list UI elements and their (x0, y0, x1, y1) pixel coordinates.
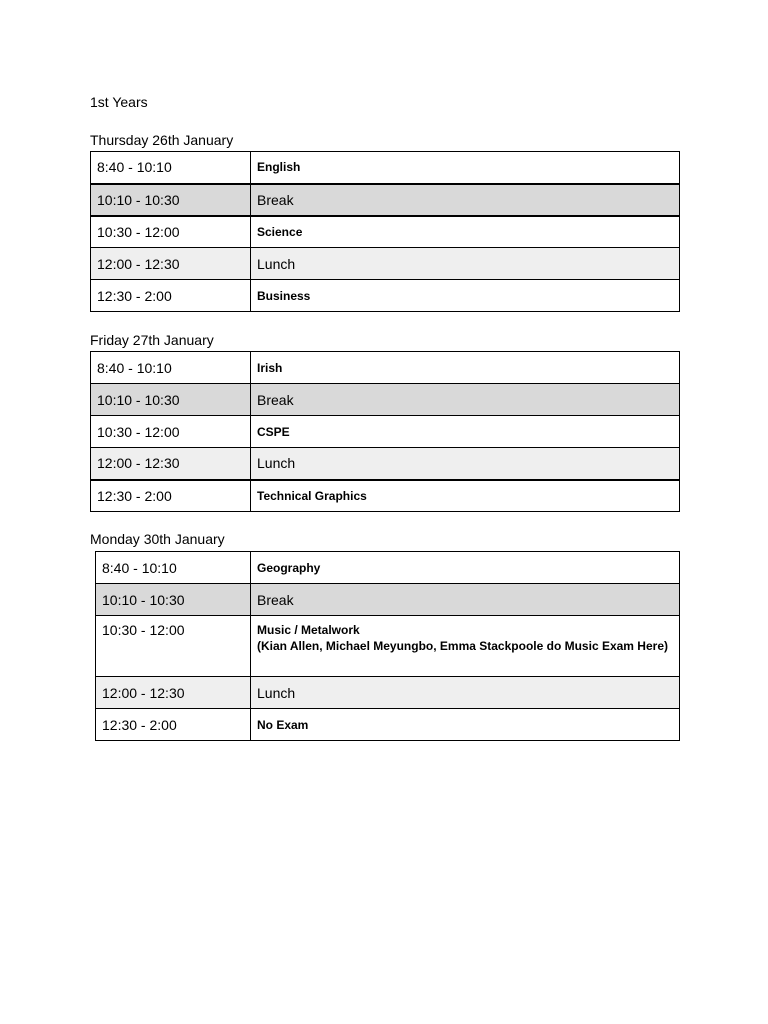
subject-cell: CSPE (251, 416, 680, 448)
schedule-table-monday (95, 551, 680, 741)
schedule-table-thursday (90, 151, 680, 312)
time-cell: 10:10 - 10:30 (91, 184, 251, 216)
subject-cell: Break (251, 584, 680, 616)
page-heading: 1st Years (90, 94, 148, 110)
subject-cell (251, 616, 680, 677)
table-row (91, 448, 680, 480)
time-cell: 10:10 - 10:30 (96, 584, 251, 616)
table-row (91, 216, 680, 248)
time-cell: 10:10 - 10:30 (91, 384, 251, 416)
table-row (96, 677, 680, 709)
table-row (91, 184, 680, 216)
subject-cell: English (251, 152, 680, 184)
time-cell: 12:30 - 2:00 (96, 709, 251, 741)
day-label-friday: Friday 27th January (90, 332, 214, 348)
table-row (96, 552, 680, 584)
schedule-table-friday (90, 351, 680, 512)
table-row (96, 584, 680, 616)
table-row (91, 248, 680, 280)
time-cell: 12:00 - 12:30 (96, 677, 251, 709)
table-row (91, 416, 680, 448)
subject-note: (Kian Allen, Michael Meyungbo, Emma Stackpoole do Music Exam Here) (257, 639, 668, 653)
time-cell: 12:00 - 12:30 (91, 248, 251, 280)
subject-cell: Lunch (251, 248, 680, 280)
time-cell: 10:30 - 12:00 (91, 216, 251, 248)
time-cell: 10:30 - 12:00 (96, 616, 251, 677)
day-label-monday: Monday 30th January (90, 531, 225, 547)
table-row (91, 480, 680, 512)
time-cell: 8:40 - 10:10 (91, 152, 251, 184)
table-row (96, 616, 680, 677)
subject-cell: Geography (251, 552, 680, 584)
table-row (91, 384, 680, 416)
time-cell: 12:30 - 2:00 (91, 480, 251, 512)
subject-title: Music / Metalwork (257, 623, 360, 637)
subject-cell: Break (251, 384, 680, 416)
table-row (96, 709, 680, 741)
table-row (91, 352, 680, 384)
time-cell: 12:00 - 12:30 (91, 448, 251, 480)
subject-cell: Science (251, 216, 680, 248)
subject-cell: Break (251, 184, 680, 216)
subject-cell: Lunch (251, 677, 680, 709)
subject-cell: No Exam (251, 709, 680, 741)
subject-cell: Technical Graphics (251, 480, 680, 512)
time-cell: 12:30 - 2:00 (91, 280, 251, 312)
table-row (91, 280, 680, 312)
day-label-thursday: Thursday 26th January (90, 132, 234, 148)
table-row (91, 152, 680, 184)
subject-cell: Business (251, 280, 680, 312)
time-cell: 8:40 - 10:10 (96, 552, 251, 584)
subject-cell: Lunch (251, 448, 680, 480)
subject-cell: Irish (251, 352, 680, 384)
time-cell: 10:30 - 12:00 (91, 416, 251, 448)
time-cell: 8:40 - 10:10 (91, 352, 251, 384)
